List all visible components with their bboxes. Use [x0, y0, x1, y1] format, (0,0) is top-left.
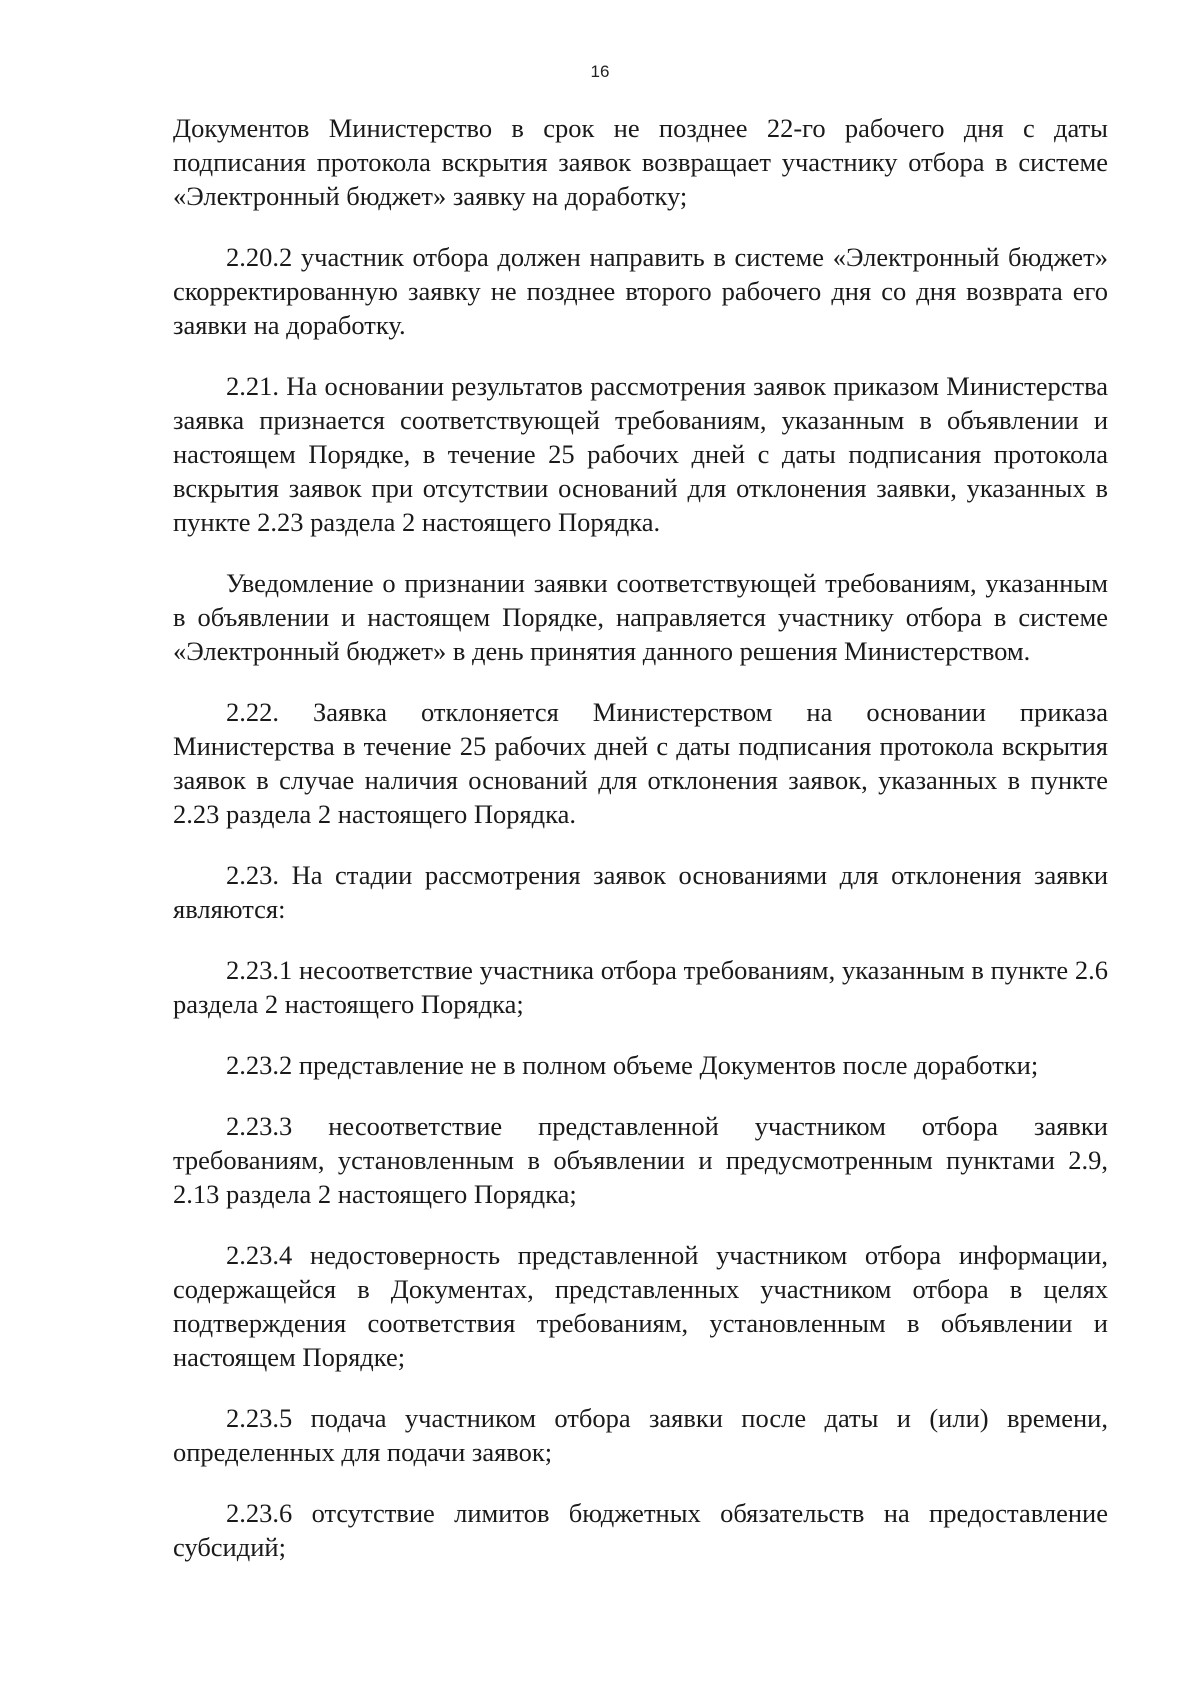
paragraph-2-23-1: 2.23.1 несоответствие участника отбора требованиям, указанным в пункте 2.6 раздела 2 настоящего Порядка; [173, 955, 1108, 1019]
paragraph-continuation: Документов Министерство в срок не позднее 22-го рабочего дня с даты подписания протокола вскрытия заявок возвращает участнику отбора в системе «Электронный бюджет» заявку на доработку; [173, 113, 1108, 211]
document-body [173, 111, 1108, 1591]
paragraph-2-23-2: 2.23.2 представление не в полном объеме Документов после доработки; [226, 1050, 1039, 1080]
paragraph-2-23-5: 2.23.5 подача участником отбора заявки после даты и (или) времени, определенных для подачи заявок; [173, 1403, 1108, 1467]
paragraph-notification: Уведомление о признании заявки соответствующей требованиям, указанным в объявлении и настоящем Порядке, направляется участнику отбора в системе «Электронный бюджет» в день принятия данного решения Министерством. [173, 568, 1108, 666]
paragraph-2-23-6: 2.23.6 отсутствие лимитов бюджетных обязательств на предоставление субсидий; [173, 1498, 1108, 1562]
paragraph-2-21: 2.21. На основании результатов рассмотрения заявок приказом Министерства заявка признается соответствующей требованиям, указанным в объявлении и настоящем Порядке, в течение 25 рабочих дней с даты подписания протокола вскрытия заявок при отсутствии оснований для отклонения заявки, указанных в пункте 2.23 раздела 2 настоящего Порядка. [173, 371, 1108, 537]
paragraph-2-23-3: 2.23.3 несоответствие представленной участником отбора заявки требованиям, установленным в объявлении и предусмотренным пунктами 2.9, 2.13 раздела 2 настоящего Порядка; [173, 1111, 1108, 1209]
paragraph-2-23: 2.23. На стадии рассмотрения заявок основаниями для отклонения заявки являются: [173, 860, 1108, 924]
paragraph-2-23-4: 2.23.4 недостоверность представленной участником отбора информации, содержащейся в Документах, представленных участником отбора в целях подтверждения соответствия требованиям, установленным в объявлении и настоящем Порядке; [173, 1240, 1108, 1372]
paragraph-2-22: 2.22. Заявка отклоняется Министерством на основании приказа Министерства в течение 25 рабочих дней с даты подписания протокола вскрытия заявок в случае наличия оснований для отклонения заявок, указанных в пункте 2.23 раздела 2 настоящего Порядка. [173, 697, 1108, 829]
paragraph-2-20-2: 2.20.2 участник отбора должен направить в системе «Электронный бюджет» скорректированную заявку не позднее второго рабочего дня со дня возврата его заявки на доработку. [173, 242, 1108, 340]
page-number: 16 [590, 62, 610, 81]
